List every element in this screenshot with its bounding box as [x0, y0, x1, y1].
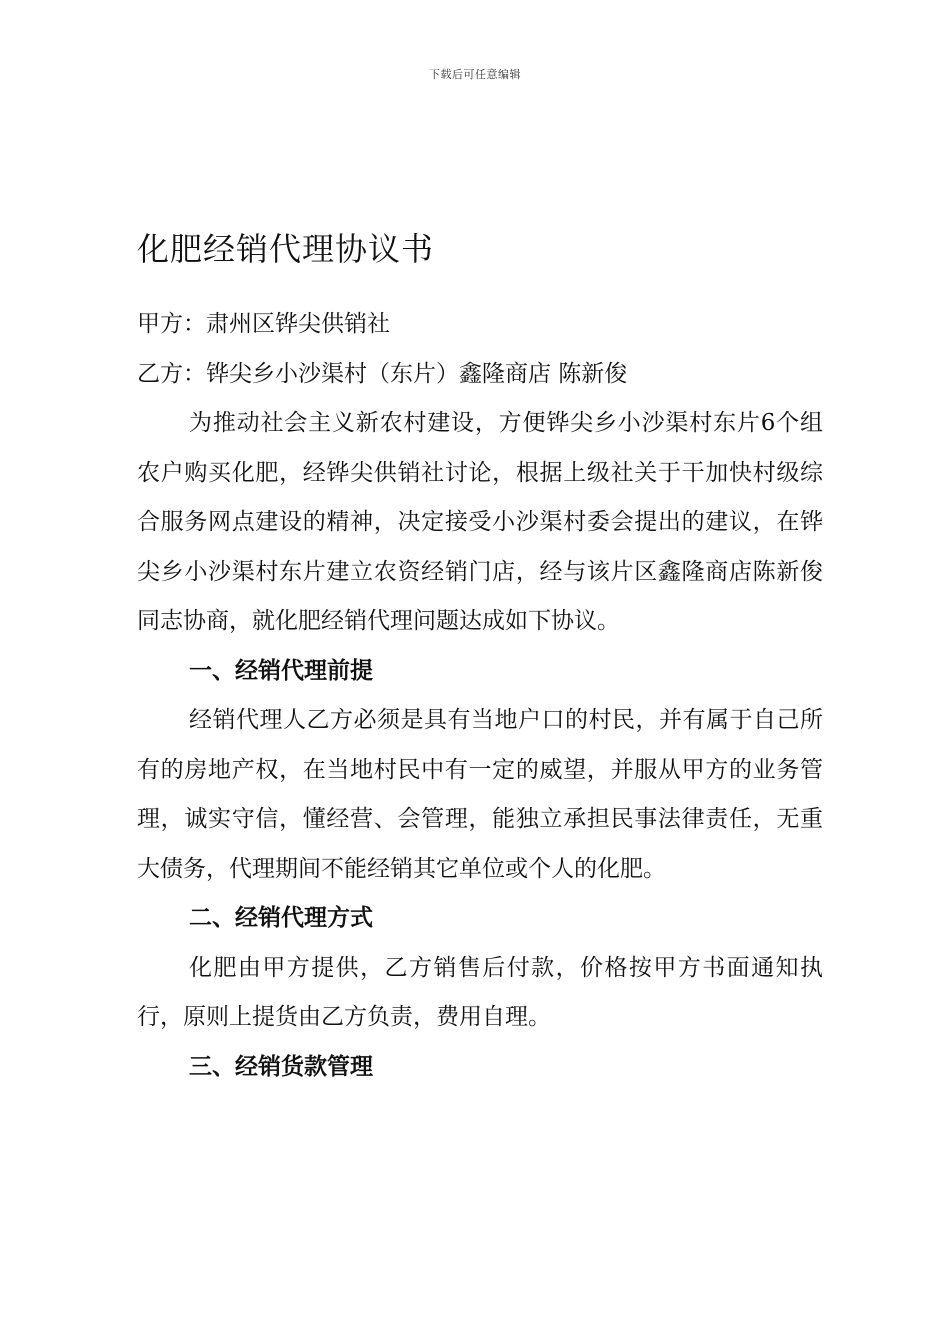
intro-paragraph: 为推动社会主义新农村建设，方便铧尖乡小沙渠村东片6个组农户购买化肥，经铧尖供销社讨论，根据上级社关于干加快村级综合服务网点建设的精神，决定接受小沙渠村委会提出的建议，在铧尖乡小沙渠村东片建立农资经销门店，经与该片区鑫隆商店陈新俊同志协商，就化肥经销代理问题达成如下协议。	[137, 410, 823, 634]
section-1-heading: 一、经销代理前提	[189, 657, 373, 684]
document-body	[137, 300, 823, 1092]
party-b-line: 乙方：铧尖乡小沙渠村（东片）鑫隆商店 陈新俊	[137, 360, 628, 387]
section-2-text: 化肥由甲方提供，乙方销售后付款，价格按甲方书面通知执行，原则上提货由乙方负责，费用自理。	[137, 954, 823, 1030]
header-note: 下载后可任意编辑	[429, 68, 521, 81]
section-3-heading: 三、经销货款管理	[189, 1053, 373, 1080]
document-title: 化肥经销代理协议书	[137, 230, 435, 268]
section-2-heading: 二、经销代理方式	[189, 905, 373, 931]
section-1-text: 经销代理人乙方必须是具有当地户口的村民，并有属于自己所有的房地产权，在当地村民中有一定的威望，并服从甲方的业务管理，诚实守信，懂经营、会管理，能独立承担民事法律责任，无重大债务，代理期间不能经销其它单位或个人的化肥。	[137, 707, 823, 882]
party-a-line: 甲方：肃州区铧尖供销社	[137, 311, 390, 337]
